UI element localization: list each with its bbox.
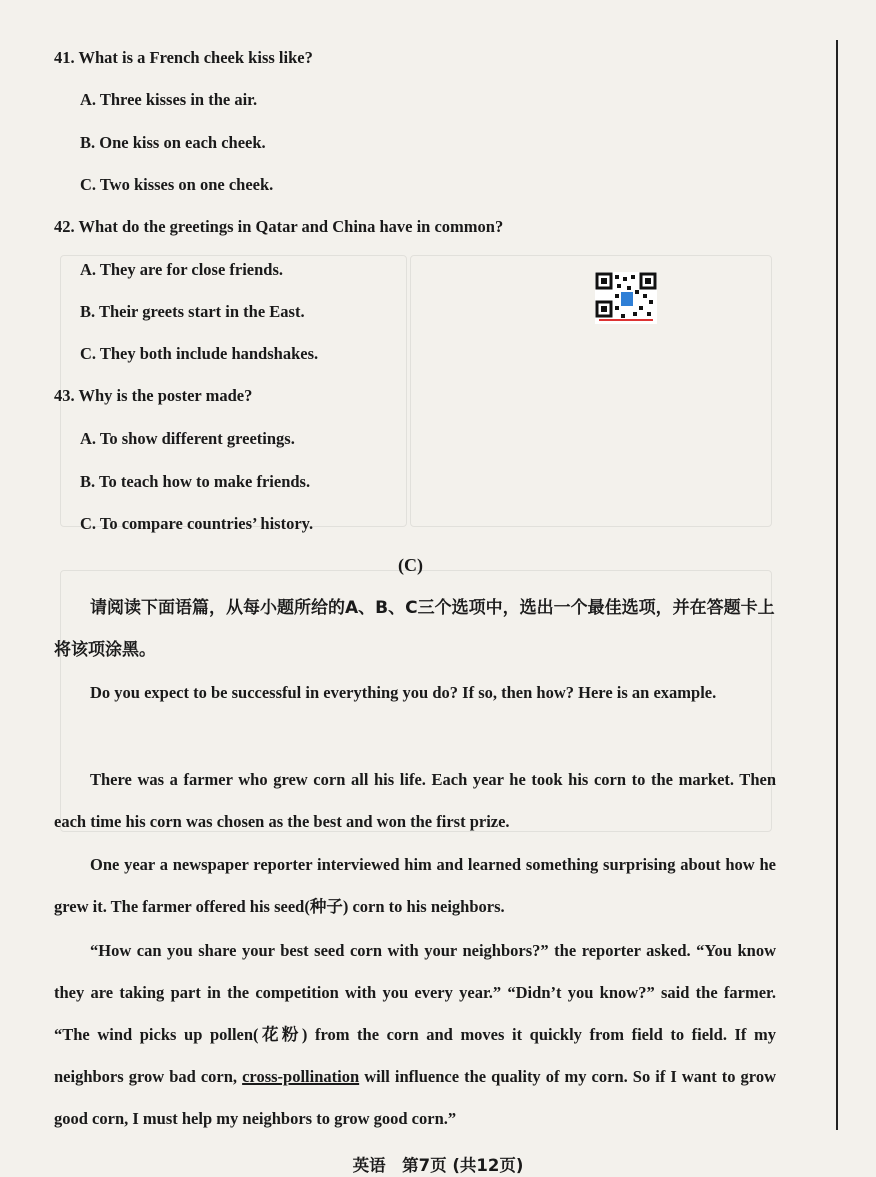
bleed-through-box-right <box>410 255 772 527</box>
question-text: What do the greetings in Qatar and China have in common? <box>78 217 504 236</box>
qr-code-icon <box>595 272 657 324</box>
section-instructions: 请阅读下面语篇，从每小题所给的A、B、C三个选项中，选出一个最佳选项，并在答题卡上将该项涂黑。 <box>54 598 775 660</box>
option-42-a[interactable]: A. They are for close friends. <box>80 260 284 279</box>
option-42-c[interactable]: C. They both include handshakes. <box>80 344 319 363</box>
underlined-term: cross-pollination <box>242 1067 360 1086</box>
question-number: 41. <box>54 48 75 67</box>
question-text: What is a French cheek kiss like? <box>78 48 313 67</box>
passage-paragraph-4 <box>54 930 776 1140</box>
question-41 <box>54 48 313 68</box>
question-text: Why is the poster made? <box>78 386 253 405</box>
option-43-b[interactable]: B. To teach how to make friends. <box>80 472 311 491</box>
question-42 <box>54 217 503 237</box>
passage-paragraph-2: There was a farmer who grew corn all his life. Each year he took his corn to the market. Then each time his corn was chosen as the best and won the first prize. <box>54 770 776 831</box>
option-42-b[interactable]: B. Their greets start in the East. <box>80 302 305 321</box>
passage-paragraph-1: Do you expect to be successful in everything you do? If so, then how? Here is an example. <box>90 683 717 702</box>
paragraph-text-after: will influence the quality of my corn. So if I want to grow good corn, I must help my neighbors to grow good corn.” <box>54 1067 776 1128</box>
question-number: 43. <box>54 386 75 405</box>
paragraph-text-before: “How can you share your best seed corn with your neighbors?” the reporter asked. “You know they are taking part in the competition with you every year.” “Didn’t you know?” said the farmer. “The wind picks up pollen(花粉) from the corn and moves it quickly from field to field. If my neighbors grow bad corn, <box>54 941 776 1086</box>
option-41-b[interactable]: B. One kiss on each cheek. <box>80 133 266 152</box>
option-41-c[interactable]: C. Two kisses on one cheek. <box>80 175 274 194</box>
margin-rule <box>836 40 838 1130</box>
option-43-a[interactable]: A. To show different greetings. <box>80 429 295 448</box>
question-number: 42. <box>54 217 75 236</box>
option-41-a[interactable]: A. Three kisses in the air. <box>80 90 258 109</box>
question-43 <box>54 386 252 406</box>
passage-paragraph-3: One year a newspaper reporter interviewed him and learned something surprising about how he grew it. The farmer offered his seed(种子) corn to his neighbors. <box>54 855 776 916</box>
section-title: (C) <box>398 555 423 575</box>
option-43-c[interactable]: C. To compare countries’ history. <box>80 514 314 533</box>
page-footer: 英语 第7页 (共12页) <box>352 1156 524 1175</box>
